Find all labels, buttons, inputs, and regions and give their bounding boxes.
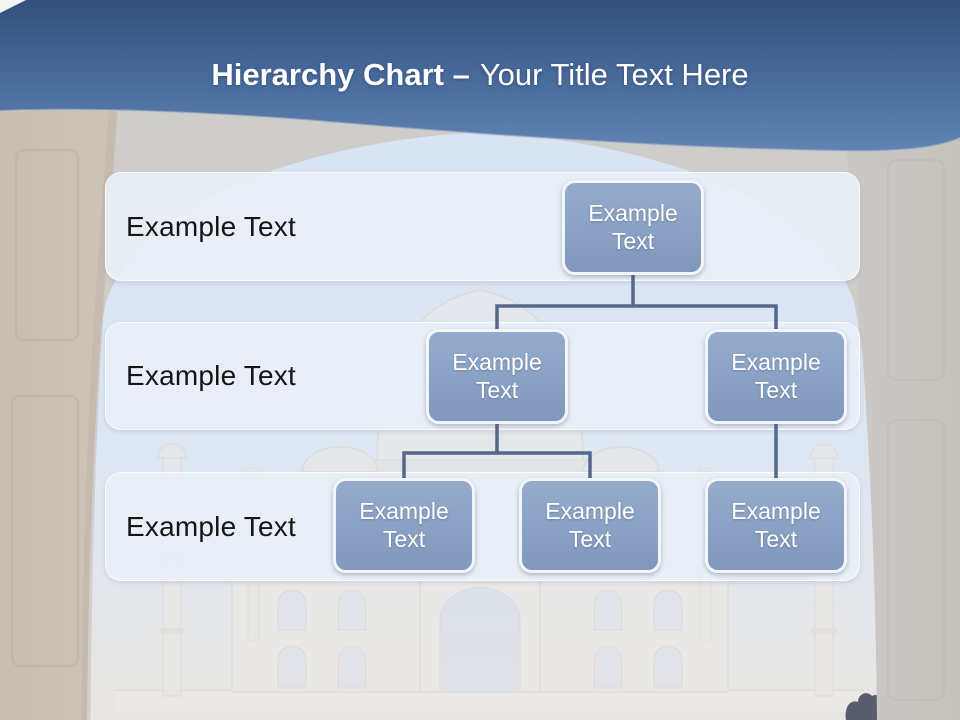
node-level3-middle-label: Example Text — [545, 498, 635, 552]
node-level3-middle[interactable] — [519, 478, 661, 573]
slide-title[interactable] — [0, 56, 960, 94]
node-level3-left[interactable] — [333, 478, 475, 573]
title-bold-text: Hierarchy Chart – — [211, 57, 470, 92]
node-level3-right-label: Example Text — [731, 498, 821, 552]
connector-root-to-level2 — [497, 276, 776, 330]
row-2-label[interactable]: Example Text — [126, 360, 296, 391]
connector-level2-to-level3 — [404, 424, 590, 478]
node-level3-left-label: Example Text — [359, 498, 449, 552]
node-root[interactable] — [562, 180, 704, 275]
node-level2-left-label: Example Text — [452, 349, 542, 403]
title-regular-text: Your Title Text Here — [479, 57, 749, 92]
row-3-label[interactable]: Example Text — [126, 510, 296, 542]
row-1-label[interactable]: Example Text — [126, 210, 296, 242]
node-root-label: Example Text — [588, 200, 678, 254]
node-level3-right[interactable] — [705, 478, 847, 573]
node-level2-right-label: Example Text — [731, 349, 821, 403]
node-level2-right[interactable] — [705, 329, 847, 424]
node-level2-left[interactable] — [426, 329, 568, 424]
